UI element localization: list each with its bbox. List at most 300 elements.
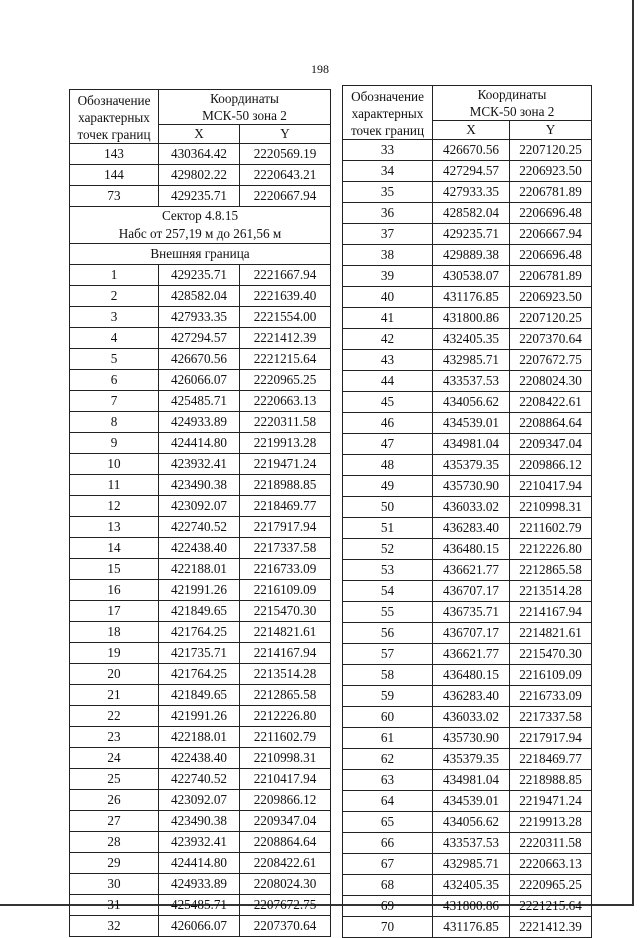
table-row <box>70 265 331 286</box>
point-number: 20 <box>70 664 159 685</box>
x-coordinate: 434539.01 <box>433 413 510 434</box>
y-coordinate: 2214821.61 <box>240 622 331 643</box>
table-row <box>343 413 592 434</box>
y-coordinate: 2211602.79 <box>510 518 592 539</box>
table-row <box>70 685 331 706</box>
x-coordinate: 429235.71 <box>159 186 240 207</box>
y-coordinate: 2220311.58 <box>240 412 331 433</box>
x-coordinate: 436735.71 <box>433 602 510 623</box>
y-coordinate: 2208024.30 <box>510 371 592 392</box>
point-number: 62 <box>343 749 433 770</box>
coordinates-table-left <box>69 89 331 937</box>
x-coordinate: 436033.02 <box>433 497 510 518</box>
point-number: 14 <box>70 538 159 559</box>
designation-header: Обозначение характерных точек границ <box>70 90 159 144</box>
y-coordinate: 2216733.09 <box>510 686 592 707</box>
y-coordinate: 2207120.25 <box>510 308 592 329</box>
point-number: 30 <box>70 874 159 895</box>
x-coordinate: 422740.52 <box>159 769 240 790</box>
y-coordinate: 2206923.50 <box>510 287 592 308</box>
table-row <box>343 602 592 623</box>
table-row <box>70 538 331 559</box>
point-number: 27 <box>70 811 159 832</box>
section-header <box>70 207 331 244</box>
table-row <box>343 455 592 476</box>
x-coordinate: 422740.52 <box>159 517 240 538</box>
coordinates-table-right <box>342 85 592 938</box>
point-number: 60 <box>343 707 433 728</box>
table-row <box>343 560 592 581</box>
table-row <box>343 161 592 182</box>
table-row <box>343 686 592 707</box>
table-row <box>343 581 592 602</box>
x-coordinate: 427294.57 <box>433 161 510 182</box>
table-row <box>70 853 331 874</box>
y-coordinate: 2214167.94 <box>240 643 331 664</box>
y-coordinate: 2211602.79 <box>240 727 331 748</box>
y-coordinate: 2207370.64 <box>240 916 331 937</box>
point-number: 69 <box>343 896 433 917</box>
y-coordinate: 2213514.28 <box>240 664 331 685</box>
y-coordinate: 2207120.25 <box>510 140 592 161</box>
x-coordinate: 423490.38 <box>159 475 240 496</box>
point-number: 63 <box>343 770 433 791</box>
point-number: 35 <box>343 182 433 203</box>
point-number: 57 <box>343 644 433 665</box>
point-number: 26 <box>70 790 159 811</box>
x-coordinate: 421764.25 <box>159 622 240 643</box>
y-coordinate: 2210417.94 <box>240 769 331 790</box>
table-row <box>343 287 592 308</box>
x-coordinate: 429235.71 <box>433 224 510 245</box>
boundary-label: Внешняя граница <box>70 244 331 265</box>
y-coordinate: 2215470.30 <box>510 644 592 665</box>
point-number: 143 <box>70 144 159 165</box>
table-row <box>343 203 592 224</box>
table-row <box>70 748 331 769</box>
point-number: 50 <box>343 497 433 518</box>
point-number: 49 <box>343 476 433 497</box>
table-row <box>70 475 331 496</box>
y-coordinate: 2210998.31 <box>240 748 331 769</box>
point-number: 25 <box>70 769 159 790</box>
x-coordinate: 422438.40 <box>159 538 240 559</box>
table-row <box>70 349 331 370</box>
table-row <box>70 601 331 622</box>
x-coordinate: 436707.17 <box>433 623 510 644</box>
table-row <box>70 916 331 937</box>
y-coordinate: 2221639.40 <box>240 286 331 307</box>
point-number: 64 <box>343 791 433 812</box>
y-coordinate: 2209866.12 <box>510 455 592 476</box>
table-row <box>70 895 331 916</box>
point-number: 36 <box>343 203 433 224</box>
x-coordinate: 423092.07 <box>159 790 240 811</box>
table-row <box>343 875 592 896</box>
point-number: 6 <box>70 370 159 391</box>
y-coordinate: 2209347.04 <box>510 434 592 455</box>
y-coordinate: 2221215.64 <box>240 349 331 370</box>
y-coordinate: 2212226.80 <box>240 706 331 727</box>
point-number: 47 <box>343 434 433 455</box>
y-coordinate: 2219913.28 <box>240 433 331 454</box>
table-row <box>343 308 592 329</box>
y-coordinate: 2208864.64 <box>240 832 331 853</box>
point-number: 22 <box>70 706 159 727</box>
y-coordinate: 2208864.64 <box>510 413 592 434</box>
table-row <box>343 245 592 266</box>
point-number: 7 <box>70 391 159 412</box>
table-row <box>343 644 592 665</box>
table-row <box>70 433 331 454</box>
point-number: 28 <box>70 832 159 853</box>
y-coordinate: 2207370.64 <box>510 329 592 350</box>
point-number: 68 <box>343 875 433 896</box>
table-row <box>343 623 592 644</box>
table-row <box>343 917 592 938</box>
x-coordinate: 424414.80 <box>159 433 240 454</box>
point-number: 40 <box>343 287 433 308</box>
x-coordinate: 421849.65 <box>159 685 240 706</box>
x-coordinate: 434981.04 <box>433 434 510 455</box>
y-coordinate: 2206781.89 <box>510 266 592 287</box>
x-coordinate: 433537.53 <box>433 833 510 854</box>
x-coordinate: 432405.35 <box>433 329 510 350</box>
point-number: 53 <box>343 560 433 581</box>
y-coordinate: 2212226.80 <box>510 539 592 560</box>
x-coordinate: 426670.56 <box>159 349 240 370</box>
y-coordinate: 2221667.94 <box>240 265 331 286</box>
y-coordinate: 2207672.75 <box>240 895 331 916</box>
x-coordinate: 434056.62 <box>433 392 510 413</box>
point-number: 51 <box>343 518 433 539</box>
table-row <box>70 664 331 685</box>
point-number: 18 <box>70 622 159 643</box>
table-row <box>70 454 331 475</box>
x-coordinate: 424933.89 <box>159 412 240 433</box>
x-coordinate: 432405.35 <box>433 875 510 896</box>
y-coordinate: 2214821.61 <box>510 623 592 644</box>
point-number: 67 <box>343 854 433 875</box>
point-number: 48 <box>343 455 433 476</box>
y-coordinate: 2210998.31 <box>510 497 592 518</box>
x-coordinate: 431176.85 <box>433 287 510 308</box>
table-row <box>343 791 592 812</box>
table-row <box>343 749 592 770</box>
y-coordinate: 2216733.09 <box>240 559 331 580</box>
y-coordinate: 2220643.21 <box>240 165 331 186</box>
point-number: 55 <box>343 602 433 623</box>
y-coordinate: 2219471.24 <box>510 791 592 812</box>
table-row <box>343 854 592 875</box>
x-coordinate: 436283.40 <box>433 686 510 707</box>
point-number: 65 <box>343 812 433 833</box>
x-coordinate: 431800.86 <box>433 308 510 329</box>
y-coordinate: 2218469.77 <box>240 496 331 517</box>
table-row <box>70 496 331 517</box>
table-row <box>70 286 331 307</box>
x-coordinate: 427933.35 <box>159 307 240 328</box>
x-coordinate: 422188.01 <box>159 727 240 748</box>
page-number: 198 <box>311 62 329 76</box>
point-number: 1 <box>70 265 159 286</box>
table-row <box>70 307 331 328</box>
table-row <box>343 518 592 539</box>
y-coordinate: 2220667.94 <box>240 186 331 207</box>
x-coordinate: 421764.25 <box>159 664 240 685</box>
table-row <box>343 329 592 350</box>
table-row <box>343 350 592 371</box>
y-coordinate: 2207672.75 <box>510 350 592 371</box>
y-coordinate: 2220569.19 <box>240 144 331 165</box>
table-row <box>343 140 592 161</box>
table-row <box>70 811 331 832</box>
y-coordinate: 2220965.25 <box>510 875 592 896</box>
x-coordinate: 435379.35 <box>433 455 510 476</box>
x-coordinate: 429235.71 <box>159 265 240 286</box>
point-number: 45 <box>343 392 433 413</box>
y-coordinate: 2206781.89 <box>510 182 592 203</box>
point-number: 34 <box>343 161 433 182</box>
table-row <box>343 266 592 287</box>
point-number: 73 <box>70 186 159 207</box>
point-number: 12 <box>70 496 159 517</box>
x-coordinate: 423092.07 <box>159 496 240 517</box>
section-subtitle: Набс от 257,19 м до 261,56 м <box>118 226 282 241</box>
y-coordinate: 2220663.13 <box>240 391 331 412</box>
x-header: X <box>159 125 240 144</box>
table-row <box>343 392 592 413</box>
y-coordinate: 2216109.09 <box>510 665 592 686</box>
section-title: Сектор 4.8.15 <box>161 208 239 223</box>
table-row <box>343 371 592 392</box>
table-row <box>70 165 331 186</box>
table-row <box>70 517 331 538</box>
y-coordinate: 2220663.13 <box>510 854 592 875</box>
y-coordinate: 2212865.58 <box>240 685 331 706</box>
point-number: 43 <box>343 350 433 371</box>
x-coordinate: 428582.04 <box>433 203 510 224</box>
point-number: 21 <box>70 685 159 706</box>
x-coordinate: 435379.35 <box>433 749 510 770</box>
y-coordinate: 2218988.85 <box>240 475 331 496</box>
x-coordinate: 421735.71 <box>159 643 240 664</box>
point-number: 44 <box>343 371 433 392</box>
point-number: 38 <box>343 245 433 266</box>
table-row <box>343 434 592 455</box>
x-coordinate: 424933.89 <box>159 874 240 895</box>
y-coordinate: 2217917.94 <box>510 728 592 749</box>
table-row <box>70 559 331 580</box>
y-coordinate: 2213514.28 <box>510 581 592 602</box>
table-row <box>70 706 331 727</box>
point-number: 24 <box>70 748 159 769</box>
point-number: 13 <box>70 517 159 538</box>
x-coordinate: 421991.26 <box>159 580 240 601</box>
y-coordinate: 2212865.58 <box>510 560 592 581</box>
y-coordinate: 2221554.00 <box>240 307 331 328</box>
y-coordinate: 2221412.39 <box>510 917 592 938</box>
table-row <box>343 896 592 917</box>
table-row <box>70 622 331 643</box>
y-coordinate: 2221215.64 <box>510 896 592 917</box>
x-coordinate: 430364.42 <box>159 144 240 165</box>
y-coordinate: 2206696.48 <box>510 245 592 266</box>
x-coordinate: 428582.04 <box>159 286 240 307</box>
x-coordinate: 432985.71 <box>433 350 510 371</box>
designation-header: Обозначение характерных точек границ <box>343 86 433 140</box>
y-coordinate: 2210417.94 <box>510 476 592 497</box>
x-coordinate: 436621.77 <box>433 560 510 581</box>
table-row <box>70 727 331 748</box>
table-row <box>70 186 331 207</box>
x-coordinate: 429802.22 <box>159 165 240 186</box>
point-number: 52 <box>343 539 433 560</box>
point-number: 9 <box>70 433 159 454</box>
point-number: 46 <box>343 413 433 434</box>
coordinates-header: Координаты МСК-50 зона 2 <box>159 90 331 125</box>
y-coordinate: 2221412.39 <box>240 328 331 349</box>
x-coordinate: 421849.65 <box>159 601 240 622</box>
y-coordinate: 2208024.30 <box>240 874 331 895</box>
point-number: 23 <box>70 727 159 748</box>
table-row <box>343 665 592 686</box>
point-number: 56 <box>343 623 433 644</box>
table-row <box>343 476 592 497</box>
y-coordinate: 2217337.58 <box>240 538 331 559</box>
y-coordinate: 2217337.58 <box>510 707 592 728</box>
point-number: 11 <box>70 475 159 496</box>
y-coordinate: 2214167.94 <box>510 602 592 623</box>
y-coordinate: 2218469.77 <box>510 749 592 770</box>
x-coordinate: 436621.77 <box>433 644 510 665</box>
x-coordinate: 425485.71 <box>159 391 240 412</box>
table-row <box>343 707 592 728</box>
y-coordinate: 2217917.94 <box>240 517 331 538</box>
x-coordinate: 426066.07 <box>159 370 240 391</box>
point-number: 59 <box>343 686 433 707</box>
y-header: Y <box>510 121 592 140</box>
x-coordinate: 426670.56 <box>433 140 510 161</box>
x-coordinate: 423932.41 <box>159 454 240 475</box>
table-row <box>70 769 331 790</box>
x-coordinate: 436707.17 <box>433 581 510 602</box>
point-number: 15 <box>70 559 159 580</box>
x-coordinate: 425485.71 <box>159 895 240 916</box>
point-number: 33 <box>343 140 433 161</box>
point-number: 29 <box>70 853 159 874</box>
y-header: Y <box>240 125 331 144</box>
x-coordinate: 435730.90 <box>433 728 510 749</box>
x-coordinate: 431800.86 <box>433 896 510 917</box>
x-coordinate: 434056.62 <box>433 812 510 833</box>
y-coordinate: 2219913.28 <box>510 812 592 833</box>
table-row <box>70 580 331 601</box>
table-row <box>343 728 592 749</box>
point-number: 31 <box>70 895 159 916</box>
x-coordinate: 432985.71 <box>433 854 510 875</box>
table-row <box>70 643 331 664</box>
x-coordinate: 422438.40 <box>159 748 240 769</box>
point-number: 8 <box>70 412 159 433</box>
table-row <box>343 770 592 791</box>
y-coordinate: 2220311.58 <box>510 833 592 854</box>
y-coordinate: 2218988.85 <box>510 770 592 791</box>
x-coordinate: 423490.38 <box>159 811 240 832</box>
point-number: 19 <box>70 643 159 664</box>
y-coordinate: 2216109.09 <box>240 580 331 601</box>
point-number: 70 <box>343 917 433 938</box>
point-number: 2 <box>70 286 159 307</box>
point-number: 144 <box>70 165 159 186</box>
point-number: 32 <box>70 916 159 937</box>
y-coordinate: 2209347.04 <box>240 811 331 832</box>
table-row <box>70 412 331 433</box>
table-row <box>70 874 331 895</box>
x-coordinate: 423932.41 <box>159 832 240 853</box>
point-number: 66 <box>343 833 433 854</box>
y-coordinate: 2219471.24 <box>240 454 331 475</box>
table-row <box>70 391 331 412</box>
table-row <box>70 144 331 165</box>
point-number: 4 <box>70 328 159 349</box>
x-coordinate: 422188.01 <box>159 559 240 580</box>
table-row <box>343 833 592 854</box>
point-number: 61 <box>343 728 433 749</box>
table-row <box>70 790 331 811</box>
x-coordinate: 436480.15 <box>433 539 510 560</box>
point-number: 39 <box>343 266 433 287</box>
table-row <box>343 182 592 203</box>
table-row <box>343 812 592 833</box>
x-coordinate: 434539.01 <box>433 791 510 812</box>
y-coordinate: 2220965.25 <box>240 370 331 391</box>
point-number: 3 <box>70 307 159 328</box>
table-row <box>70 370 331 391</box>
x-coordinate: 427294.57 <box>159 328 240 349</box>
point-number: 42 <box>343 329 433 350</box>
y-coordinate: 2208422.61 <box>510 392 592 413</box>
y-coordinate: 2206923.50 <box>510 161 592 182</box>
point-number: 16 <box>70 580 159 601</box>
point-number: 17 <box>70 601 159 622</box>
point-number: 10 <box>70 454 159 475</box>
x-coordinate: 424414.80 <box>159 853 240 874</box>
x-coordinate: 427933.35 <box>433 182 510 203</box>
coordinates-header: Координаты МСК-50 зона 2 <box>433 86 592 121</box>
table-row <box>70 328 331 349</box>
y-coordinate: 2206667.94 <box>510 224 592 245</box>
x-coordinate: 433537.53 <box>433 371 510 392</box>
x-header: X <box>433 121 510 140</box>
x-coordinate: 429889.38 <box>433 245 510 266</box>
table-row <box>343 539 592 560</box>
x-coordinate: 436283.40 <box>433 518 510 539</box>
y-coordinate: 2215470.30 <box>240 601 331 622</box>
x-coordinate: 436033.02 <box>433 707 510 728</box>
x-coordinate: 430538.07 <box>433 266 510 287</box>
x-coordinate: 431176.85 <box>433 917 510 938</box>
y-coordinate: 2209866.12 <box>240 790 331 811</box>
y-coordinate: 2206696.48 <box>510 203 592 224</box>
x-coordinate: 436480.15 <box>433 665 510 686</box>
x-coordinate: 435730.90 <box>433 476 510 497</box>
table-row <box>343 497 592 518</box>
table-row <box>70 832 331 853</box>
x-coordinate: 421991.26 <box>159 706 240 727</box>
table-row <box>343 224 592 245</box>
x-coordinate: 434981.04 <box>433 770 510 791</box>
